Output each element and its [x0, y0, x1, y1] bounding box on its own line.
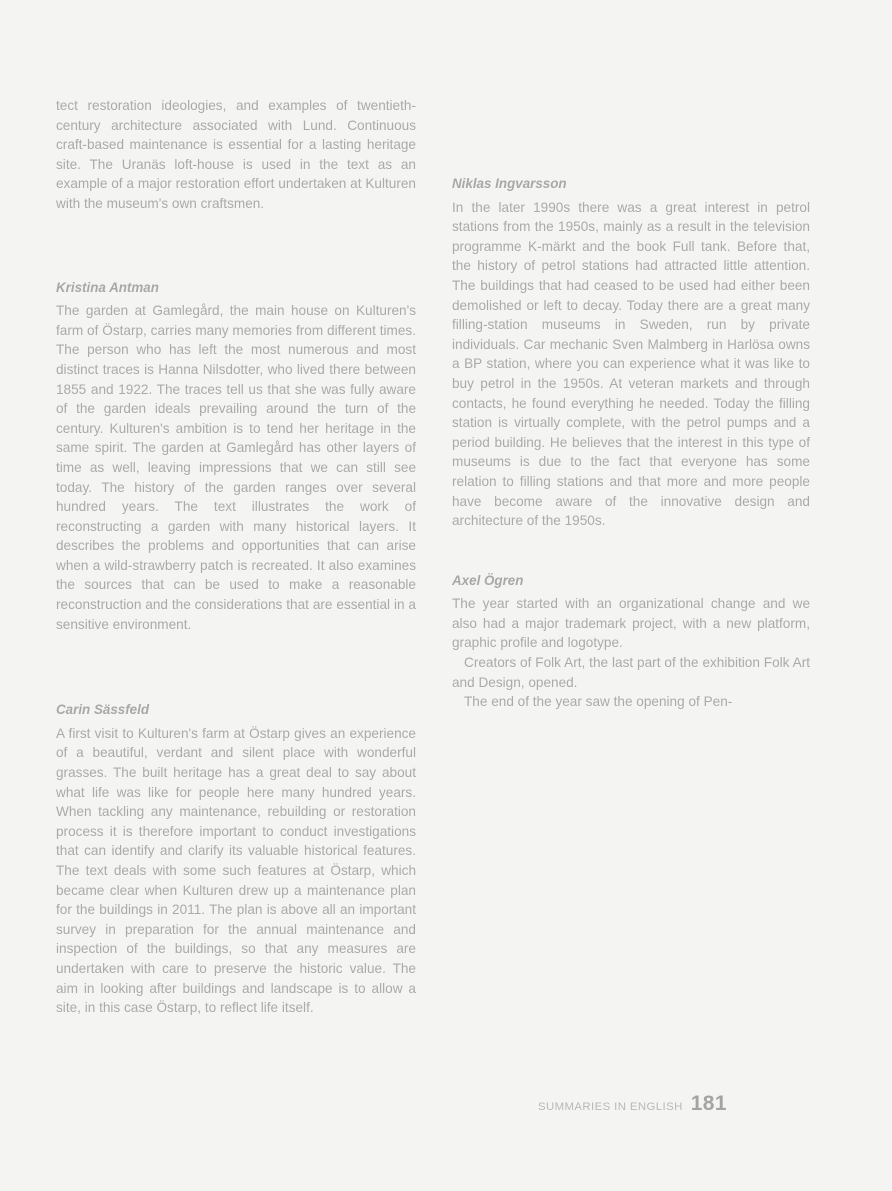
left-column [56, 96, 416, 1018]
running-title: SUMMARIES IN ENGLISH [538, 1101, 683, 1113]
summary-ingvarsson [452, 174, 810, 531]
summary-text: In the later 1990s there was a great interest in petrol stations from the 1950s, mainly as a result in the television programme K-märkt and the book Full tank. Before that, the history of petrol stations had attracted little attention. The buildings that had ceased to be used had either been demolished or left to decay. Today there are a great many filling-station museums in Sweden, run by private individuals. Car mechanic Sven Malmberg in Harlösa owns a BP station, where you can experience what it was like to buy petrol in the 1950s. At veteran markets and through contacts, he found everything he needed. Today the filling station is virtually complete, with the petrol pumps and a period building. He believes that the interest in this type of museums is due to the fact that everyone has some relation to filling stations and that more and more people have become aware of the innovative design and architecture of the 1950s. [452, 199, 810, 529]
summary-text: The garden at Gamlegård, the main house on Kulturen's farm of Östarp, carries many memories from different times. The person who has left the most numerous and most distinct traces is Hanna Nilsdotter, who lived there between 1855 and 1922. The traces tell us that she was fully aware of the garden ideals prevailing around the turn of the century. Kulturen's ambition is to tend her heritage in the same spirit. The garden at Gamlegård has other layers of time as well, leaving impressions that we can still see today. The history of the garden ranges over several hundred years. The text illustrates the work of reconstructing a garden with many historical layers. It describes the problems and opportunities that can arise when a wild-strawberry patch is recreated. It also examines the sources that can be used to make a reasonable reconstruction and the considerations that are essential in a sensitive environment. [56, 303, 416, 632]
right-column [452, 96, 810, 712]
summary-paragraph: The year started with an organizational change and we also had a major trademark project, with a new platform, graphic profile and logotype. [452, 596, 810, 651]
page-number: 181 [690, 1092, 727, 1115]
summary-antman [56, 278, 416, 635]
author-name: Niklas Ingvarsson [452, 176, 567, 191]
author-name: Axel Ögren [452, 572, 524, 588]
author-name: Kristina Antman [56, 279, 159, 295]
summary-sassfeld [56, 700, 416, 1018]
summary-paragraph: The end of the year saw the opening of Pen- [464, 694, 733, 710]
summary-text: A first visit to Kulturen's farm at Östarp gives an experience of a beautiful, verdant and silent place with wonderful grasses. The built heritage has a great deal to say about what life was like for people here many hundred years. When tackling any maintenance, rebuilding or restoration process it is therefore important to conduct investigations that can identify and clarify its valuable historical features. The text deals with some such features at Östarp, which became clear when Kulturen drew up a maintenance plan for the buildings in 2011. The plan is above all an important survey in preparation for the annual maintenance and inspection of the buildings, so that any measures are undertaken with care to preserve the historic value. The aim in looking after buildings and landscape is to allow a site, in this case Östarp, to reflect life itself. [56, 725, 416, 1016]
author-name: Carin Sässfeld [56, 702, 150, 718]
intro-paragraph: tect restoration ideologies, and examples of twentieth-century architecture associated with Lund. Continuous craft-based maintenance is essential for a lasting heritage site. The Uranäs loft-house is used in the text as an example of a major restoration effort undertaken at Kulturen with the museum's own craftsmen. [56, 98, 416, 211]
page-footer [538, 1092, 727, 1116]
summary-paragraph: Creators of Folk Art, the last part of the exhibition Folk Art and Design, opened. [452, 655, 810, 690]
summary-ogren [452, 571, 810, 712]
